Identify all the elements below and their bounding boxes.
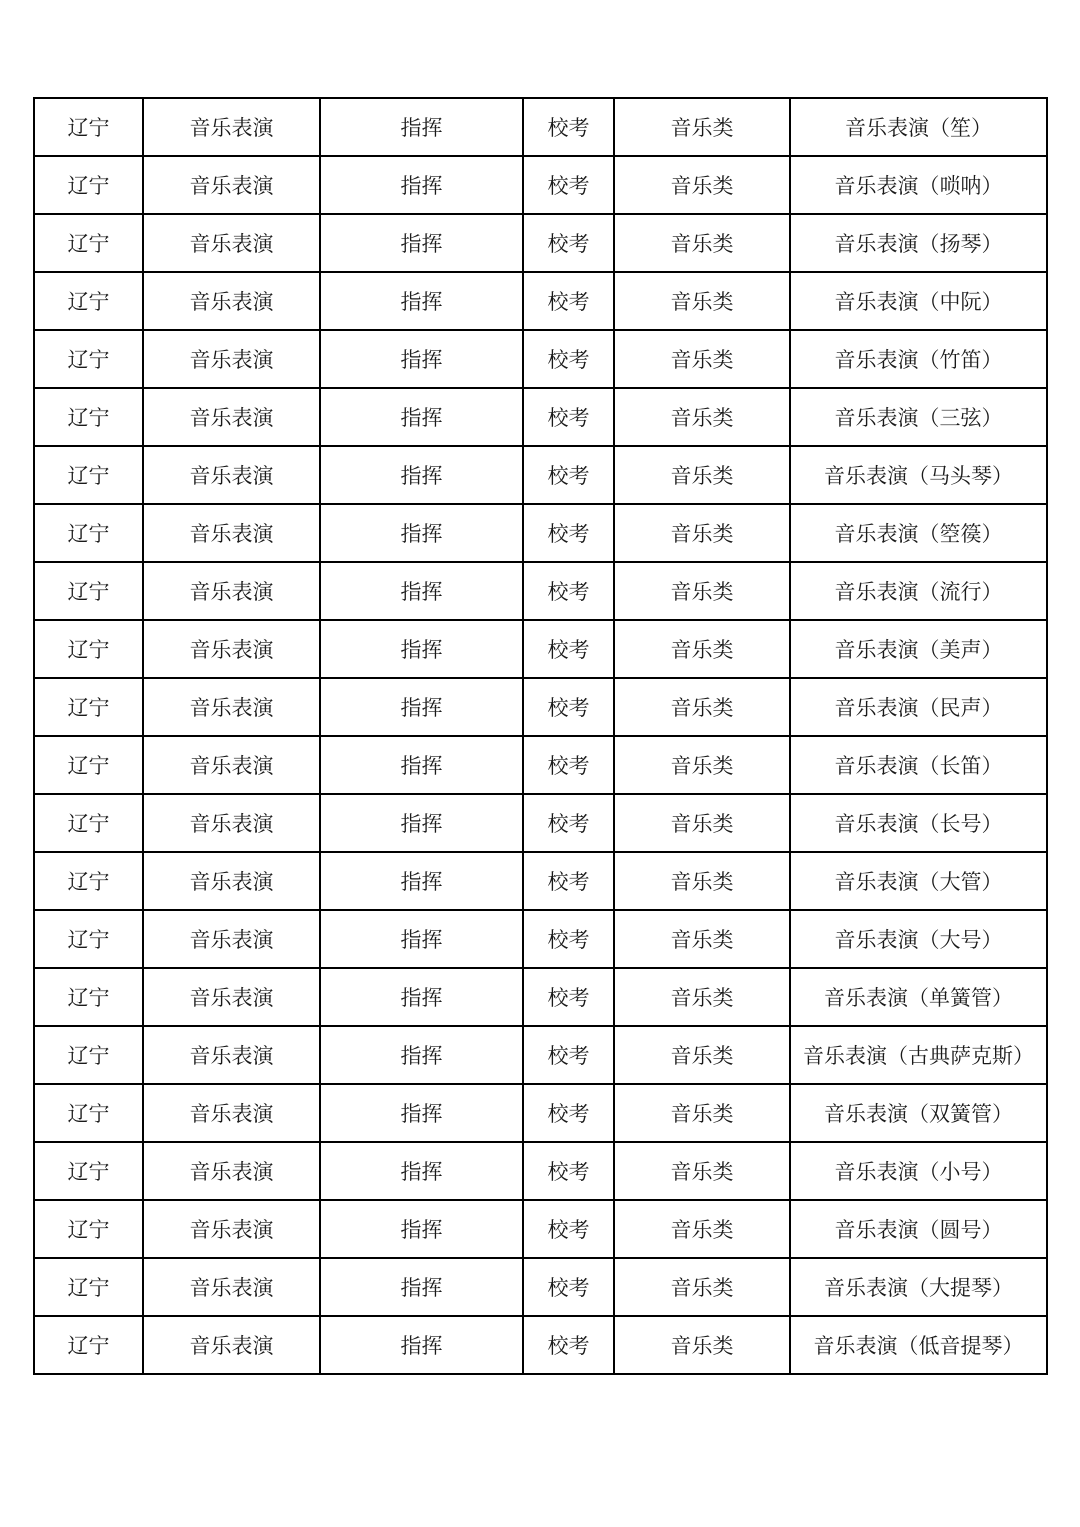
- major-cell: 音乐表演: [143, 272, 320, 330]
- specialty-cell: 音乐表演（古典萨克斯）: [790, 1026, 1047, 1084]
- table-row: [34, 1026, 1047, 1084]
- major-cell: 音乐表演: [143, 330, 320, 388]
- major-cell: 音乐表演: [143, 678, 320, 736]
- specialty-cell: 音乐表演（大提琴）: [790, 1258, 1047, 1316]
- major-cell: 音乐表演: [143, 504, 320, 562]
- province-cell: 辽宁: [34, 1026, 143, 1084]
- exam-type-cell: 校考: [523, 852, 614, 910]
- table-row: [34, 620, 1047, 678]
- category-cell: 音乐类: [614, 910, 790, 968]
- specialty-cell: 音乐表演（扬琴）: [790, 214, 1047, 272]
- province-cell: 辽宁: [34, 794, 143, 852]
- exam-type-cell: 校考: [523, 214, 614, 272]
- major-cell: 音乐表演: [143, 388, 320, 446]
- specialty-cell: 音乐表演（民声）: [790, 678, 1047, 736]
- province-cell: 辽宁: [34, 1084, 143, 1142]
- specialty-cell: 音乐表演（唢呐）: [790, 156, 1047, 214]
- major-cell: 音乐表演: [143, 1142, 320, 1200]
- table-row: [34, 1142, 1047, 1200]
- province-cell: 辽宁: [34, 156, 143, 214]
- major-cell: 音乐表演: [143, 98, 320, 156]
- specialty-cell: 音乐表演（单簧管）: [790, 968, 1047, 1026]
- major-cell: 音乐表演: [143, 910, 320, 968]
- exam-type-cell: 校考: [523, 1142, 614, 1200]
- category-cell: 音乐类: [614, 1258, 790, 1316]
- specialty-cell: 音乐表演（低音提琴）: [790, 1316, 1047, 1374]
- direction-cell: 指挥: [320, 1142, 523, 1200]
- specialty-cell: 音乐表演（笙）: [790, 98, 1047, 156]
- table-row: [34, 1316, 1047, 1374]
- direction-cell: 指挥: [320, 504, 523, 562]
- direction-cell: 指挥: [320, 1200, 523, 1258]
- specialty-cell: 音乐表演（中阮）: [790, 272, 1047, 330]
- category-cell: 音乐类: [614, 1200, 790, 1258]
- specialty-cell: 音乐表演（马头琴）: [790, 446, 1047, 504]
- direction-cell: 指挥: [320, 1026, 523, 1084]
- province-cell: 辽宁: [34, 736, 143, 794]
- direction-cell: 指挥: [320, 214, 523, 272]
- specialty-cell: 音乐表演（双簧管）: [790, 1084, 1047, 1142]
- exam-type-cell: 校考: [523, 620, 614, 678]
- exam-type-cell: 校考: [523, 1200, 614, 1258]
- major-cell: 音乐表演: [143, 1026, 320, 1084]
- table-row: [34, 794, 1047, 852]
- province-cell: 辽宁: [34, 98, 143, 156]
- province-cell: 辽宁: [34, 504, 143, 562]
- major-cell: 音乐表演: [143, 214, 320, 272]
- direction-cell: 指挥: [320, 98, 523, 156]
- exam-type-cell: 校考: [523, 98, 614, 156]
- province-cell: 辽宁: [34, 678, 143, 736]
- major-cell: 音乐表演: [143, 1084, 320, 1142]
- specialty-cell: 音乐表演（竹笛）: [790, 330, 1047, 388]
- category-cell: 音乐类: [614, 214, 790, 272]
- direction-cell: 指挥: [320, 620, 523, 678]
- category-cell: 音乐类: [614, 620, 790, 678]
- specialty-cell: 音乐表演（箜篌）: [790, 504, 1047, 562]
- specialty-cell: 音乐表演（美声）: [790, 620, 1047, 678]
- province-cell: 辽宁: [34, 1316, 143, 1374]
- table-row: [34, 330, 1047, 388]
- direction-cell: 指挥: [320, 968, 523, 1026]
- exam-type-cell: 校考: [523, 272, 614, 330]
- table-row: [34, 736, 1047, 794]
- table-row: [34, 678, 1047, 736]
- specialty-cell: 音乐表演（大管）: [790, 852, 1047, 910]
- category-cell: 音乐类: [614, 272, 790, 330]
- category-cell: 音乐类: [614, 1084, 790, 1142]
- province-cell: 辽宁: [34, 272, 143, 330]
- direction-cell: 指挥: [320, 562, 523, 620]
- category-cell: 音乐类: [614, 388, 790, 446]
- exam-type-cell: 校考: [523, 504, 614, 562]
- table-row: [34, 156, 1047, 214]
- table-row: [34, 852, 1047, 910]
- category-cell: 音乐类: [614, 1026, 790, 1084]
- specialty-cell: 音乐表演（圆号）: [790, 1200, 1047, 1258]
- table-row: [34, 388, 1047, 446]
- category-cell: 音乐类: [614, 330, 790, 388]
- major-cell: 音乐表演: [143, 1316, 320, 1374]
- exam-type-cell: 校考: [523, 1026, 614, 1084]
- exam-type-cell: 校考: [523, 968, 614, 1026]
- table-row: [34, 1200, 1047, 1258]
- category-cell: 音乐类: [614, 794, 790, 852]
- exam-type-cell: 校考: [523, 156, 614, 214]
- category-cell: 音乐类: [614, 98, 790, 156]
- direction-cell: 指挥: [320, 446, 523, 504]
- category-cell: 音乐类: [614, 852, 790, 910]
- exam-type-cell: 校考: [523, 330, 614, 388]
- direction-cell: 指挥: [320, 330, 523, 388]
- province-cell: 辽宁: [34, 1258, 143, 1316]
- province-cell: 辽宁: [34, 1142, 143, 1200]
- category-cell: 音乐类: [614, 968, 790, 1026]
- category-cell: 音乐类: [614, 504, 790, 562]
- category-cell: 音乐类: [614, 678, 790, 736]
- category-cell: 音乐类: [614, 1316, 790, 1374]
- admissions-table: [33, 97, 1048, 1375]
- table-body: [34, 98, 1047, 1374]
- direction-cell: 指挥: [320, 1084, 523, 1142]
- direction-cell: 指挥: [320, 388, 523, 446]
- major-cell: 音乐表演: [143, 446, 320, 504]
- specialty-cell: 音乐表演（长笛）: [790, 736, 1047, 794]
- category-cell: 音乐类: [614, 156, 790, 214]
- table-row: [34, 272, 1047, 330]
- major-cell: 音乐表演: [143, 968, 320, 1026]
- major-cell: 音乐表演: [143, 852, 320, 910]
- major-cell: 音乐表演: [143, 156, 320, 214]
- province-cell: 辽宁: [34, 1200, 143, 1258]
- direction-cell: 指挥: [320, 1258, 523, 1316]
- province-cell: 辽宁: [34, 562, 143, 620]
- exam-type-cell: 校考: [523, 388, 614, 446]
- table-row: [34, 98, 1047, 156]
- specialty-cell: 音乐表演（长号）: [790, 794, 1047, 852]
- major-cell: 音乐表演: [143, 1200, 320, 1258]
- province-cell: 辽宁: [34, 968, 143, 1026]
- province-cell: 辽宁: [34, 852, 143, 910]
- table-row: [34, 910, 1047, 968]
- specialty-cell: 音乐表演（流行）: [790, 562, 1047, 620]
- table-row: [34, 968, 1047, 1026]
- province-cell: 辽宁: [34, 214, 143, 272]
- direction-cell: 指挥: [320, 794, 523, 852]
- specialty-cell: 音乐表演（小号）: [790, 1142, 1047, 1200]
- table-row: [34, 1084, 1047, 1142]
- direction-cell: 指挥: [320, 736, 523, 794]
- direction-cell: 指挥: [320, 910, 523, 968]
- exam-type-cell: 校考: [523, 678, 614, 736]
- category-cell: 音乐类: [614, 1142, 790, 1200]
- province-cell: 辽宁: [34, 388, 143, 446]
- exam-type-cell: 校考: [523, 446, 614, 504]
- exam-type-cell: 校考: [523, 736, 614, 794]
- province-cell: 辽宁: [34, 330, 143, 388]
- direction-cell: 指挥: [320, 156, 523, 214]
- table-row: [34, 504, 1047, 562]
- major-cell: 音乐表演: [143, 1258, 320, 1316]
- major-cell: 音乐表演: [143, 620, 320, 678]
- direction-cell: 指挥: [320, 1316, 523, 1374]
- table-row: [34, 1258, 1047, 1316]
- province-cell: 辽宁: [34, 620, 143, 678]
- exam-type-cell: 校考: [523, 1258, 614, 1316]
- exam-type-cell: 校考: [523, 794, 614, 852]
- table-row: [34, 446, 1047, 504]
- table-row: [34, 214, 1047, 272]
- exam-type-cell: 校考: [523, 910, 614, 968]
- major-cell: 音乐表演: [143, 562, 320, 620]
- direction-cell: 指挥: [320, 272, 523, 330]
- category-cell: 音乐类: [614, 446, 790, 504]
- direction-cell: 指挥: [320, 852, 523, 910]
- specialty-cell: 音乐表演（大号）: [790, 910, 1047, 968]
- category-cell: 音乐类: [614, 736, 790, 794]
- major-cell: 音乐表演: [143, 736, 320, 794]
- specialty-cell: 音乐表演（三弦）: [790, 388, 1047, 446]
- exam-type-cell: 校考: [523, 1316, 614, 1374]
- table-row: [34, 562, 1047, 620]
- exam-type-cell: 校考: [523, 1084, 614, 1142]
- direction-cell: 指挥: [320, 678, 523, 736]
- category-cell: 音乐类: [614, 562, 790, 620]
- exam-type-cell: 校考: [523, 562, 614, 620]
- province-cell: 辽宁: [34, 446, 143, 504]
- major-cell: 音乐表演: [143, 794, 320, 852]
- province-cell: 辽宁: [34, 910, 143, 968]
